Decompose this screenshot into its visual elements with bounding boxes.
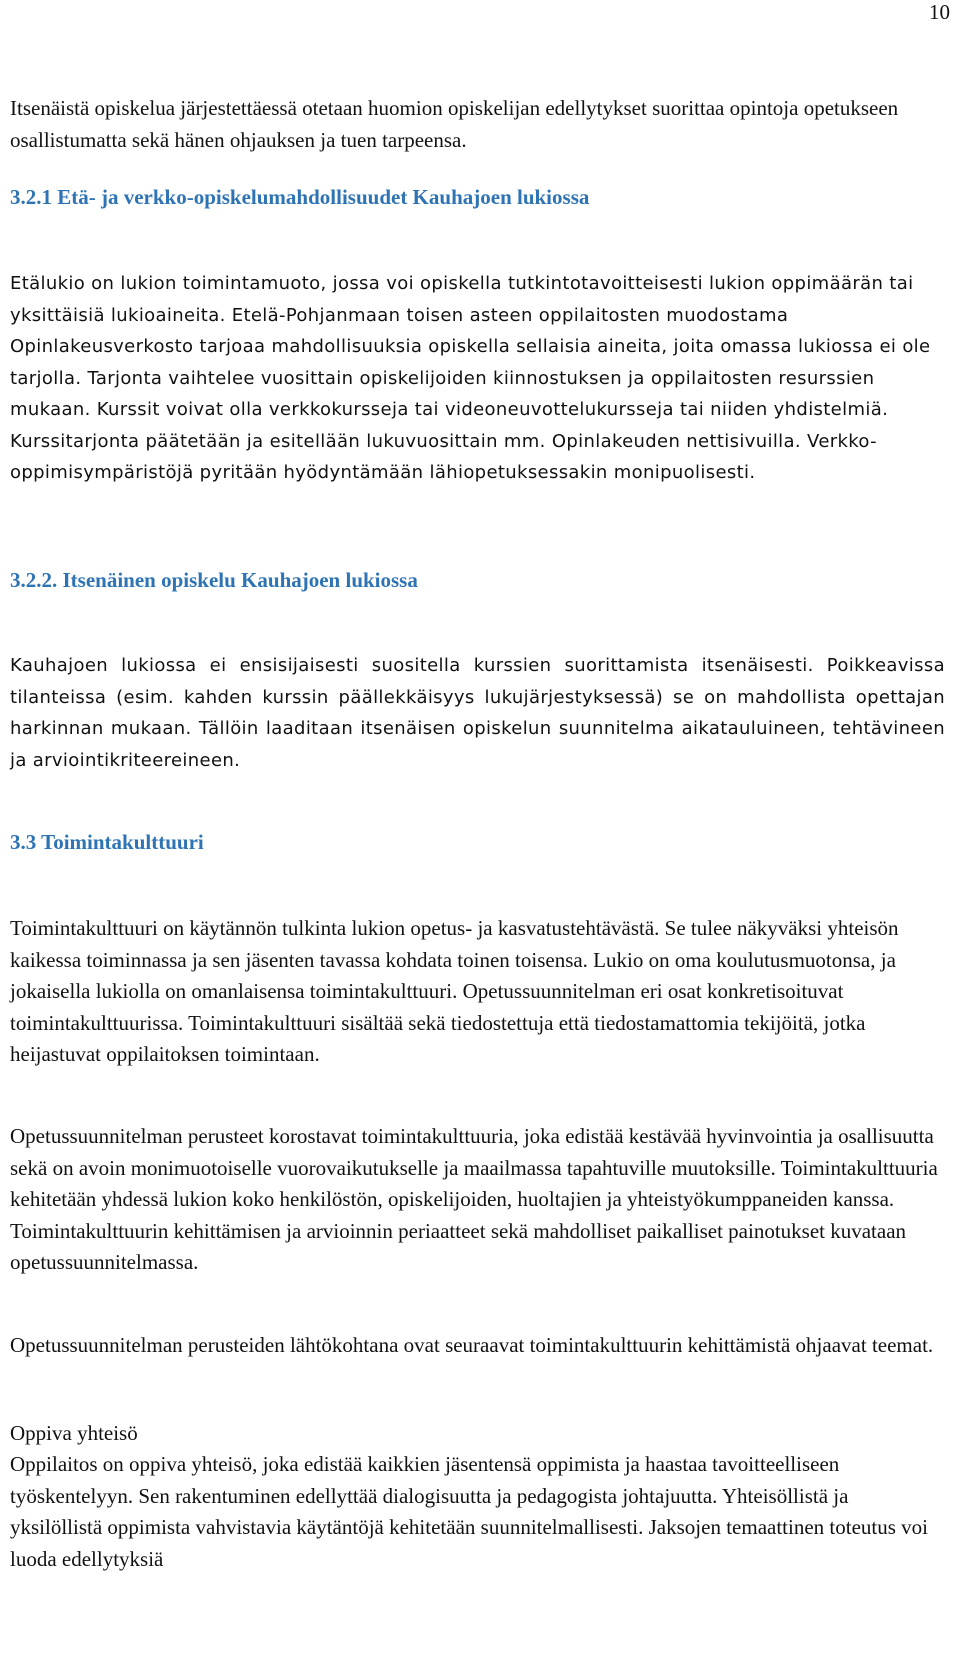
paragraph-etalukio <box>10 268 945 489</box>
paragraph-toimintakulttuuri-1-text: Toimintakulttuuri on käytännön tulkinta lukion opetus- ja kasvatustehtävästä. Se tulee näkyväksi yhteisön kaikessa toiminnassa ja sen jäsenten tavassa kohdata toinen toisensa. Lukio on oma koulutusmuotonsa, ja jokaisella lukiolla on omanlaisensa toimintakulttuuri. Opetussuunnitelman eri osat konkretisoituvat toimintakulttuurissa. Toimintakulttuuri sisältää sekä tiedostettuja että tiedostamattomia tekijöitä, jotka heijastuvat oppilaitoksen toimintaan. <box>10 916 899 1066</box>
paragraph-itsenainen <box>10 650 945 776</box>
paragraph-oppiva-yhteiso <box>10 1449 945 1575</box>
page-number: 10 <box>929 0 950 24</box>
paragraph-intro-text: Itsenäistä opiskelua järjestettäessä otetaan huomion opiskelijan edellytykset suorittaa opintoja opetukseen osallistumatta sekä hänen ohjauksen ja tuen tarpeensa. <box>10 96 899 152</box>
section-heading-3-2-1: 3.2.1 Etä- ja verkko-opiskelumahdollisuudet Kauhajoen lukiossa <box>10 185 590 209</box>
paragraph-toimintakulttuuri-3-text: Opetussuunnitelman perusteiden lähtökohtana ovat seuraavat toimintakulttuurin kehittämistä ohjaavat teemat. <box>10 1333 934 1357</box>
paragraph-etalukio-text: Etälukio on lukion toimintamuoto, jossa voi opiskella tutkintotavoitteisesti lukion oppimäärän tai yksittäisiä lukioaineita. Etelä-Pohjanmaan toisen asteen oppilaitosten muodostama Opinlakeusverkosto tarjoaa mahdollisuuksia opiskella sellaisia aineita, joita omassa lukiossa ei ole tarjolla. Tarjonta vaihtelee vuosittain opiskelijoiden kiinnostuksen ja oppilaitosten resurssien mukaan. Kurssit voivat olla verkkokursseja tai videoneuvottelukursseja tai niiden yhdistelmiä. Kurssitarjonta päätetään ja esitellään lukuvuosittain mm. Opinlakeuden nettisivuilla. Verkko-oppimisympäristöjä pyritään hyödyntämään lähiopetuksessakin monipuolisesti. <box>10 273 931 483</box>
paragraph-oppiva-yhteiso-text: Oppilaitos on oppiva yhteisö, joka edistää kaikkien jäsentensä oppimista ja haastaa tavoitteelliseen työskentelyyn. Sen rakentuminen edellyttää dialogisuutta ja pedagogista johtajuutta. Yhteisöllistä ja yksilöllistä oppimista vahvistavia käytäntöjä kehitetään suunnitelmallisesti. Jaksojen temaattinen toteutus voi luoda edellytyksiä <box>10 1452 928 1571</box>
paragraph-toimintakulttuuri-3 <box>10 1330 945 1362</box>
paragraph-intro <box>10 93 945 156</box>
subheading-oppiva-yhteiso: Oppiva yhteisö <box>10 1421 138 1445</box>
paragraph-toimintakulttuuri-2-text: Opetussuunnitelman perusteet korostavat toimintakulttuuria, joka edistää kestävää hyvinvointia ja osallisuutta sekä on avoin monimuotoiselle vuorovaikutukselle ja maailmassa tapahtuville muutoksille. Toimintakulttuuria kehitetään yhdessä lukion koko henkilöstön, opiskelijoiden, huoltajien ja yhteistyökumppaneiden kanssa. Toimintakulttuurin kehittämisen ja arvioinnin periaatteet sekä mahdolliset paikalliset painotukset kuvataan opetussuunnitelmassa. <box>10 1124 938 1274</box>
paragraph-itsenainen-text: Kauhajoen lukiossa ei ensisijaisesti suositella kurssien suorittamista itsenäisesti. Poikkeavissa tilanteissa (esim. kahden kurssin päällekkäisyys lukujärjestyksessä) se on mahdollista opettajan harkinnan mukaan. Tällöin laaditaan itsenäisen opiskelun suunnitelma aikatauluineen, tehtävineen ja arviointikriteereineen. <box>10 655 945 771</box>
section-heading-3-2-2: 3.2.2. Itsenäinen opiskelu Kauhajoen lukiossa <box>10 568 418 592</box>
paragraph-toimintakulttuuri-1 <box>10 913 945 1071</box>
section-heading-3-3: 3.3 Toimintakulttuuri <box>10 830 204 854</box>
paragraph-toimintakulttuuri-2 <box>10 1121 945 1279</box>
